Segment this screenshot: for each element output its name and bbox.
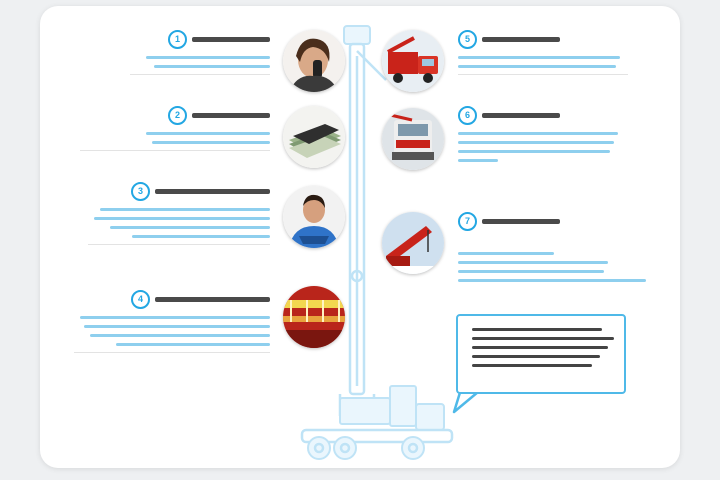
step-divider (74, 352, 270, 353)
step-number: 4 (131, 290, 150, 309)
callout-note (456, 314, 626, 394)
step-number: 3 (131, 182, 150, 201)
step-7 (458, 212, 646, 288)
step-title (192, 113, 270, 118)
step-divider (130, 74, 270, 75)
step-6 (458, 106, 628, 168)
step-body (458, 132, 628, 162)
step-divider (80, 150, 270, 151)
person-on-phone-photo-icon (283, 30, 345, 92)
step-2 (80, 106, 270, 151)
step-title (155, 189, 270, 194)
step-number: 7 (458, 212, 477, 231)
crane-arm-photo-icon (382, 212, 444, 274)
step-body (458, 56, 628, 68)
step-4 (74, 290, 270, 353)
step-5 (458, 30, 628, 75)
step-number: 2 (168, 106, 187, 125)
step-divider (88, 244, 270, 245)
factory-ceiling-photo-icon (283, 286, 345, 348)
infographic-card (40, 6, 680, 468)
step-title (482, 113, 560, 118)
step-body (88, 208, 270, 238)
step-number: 5 (458, 30, 477, 49)
step-title (482, 37, 560, 42)
step-body (130, 56, 270, 68)
step-number: 6 (458, 106, 477, 125)
step-body (80, 132, 270, 144)
red-truck-photo-icon (382, 30, 444, 92)
step-3 (88, 182, 270, 245)
step-1 (130, 30, 270, 75)
step-title (482, 219, 560, 224)
truck-front-photo-icon (382, 108, 444, 170)
man-with-arms-crossed-photo-icon (283, 186, 345, 248)
money-stack-photo-icon (283, 106, 345, 168)
step-body (458, 252, 646, 282)
step-title (155, 297, 270, 302)
step-body (74, 316, 270, 346)
step-title (192, 37, 270, 42)
step-number: 1 (168, 30, 187, 49)
step-divider (458, 74, 628, 75)
